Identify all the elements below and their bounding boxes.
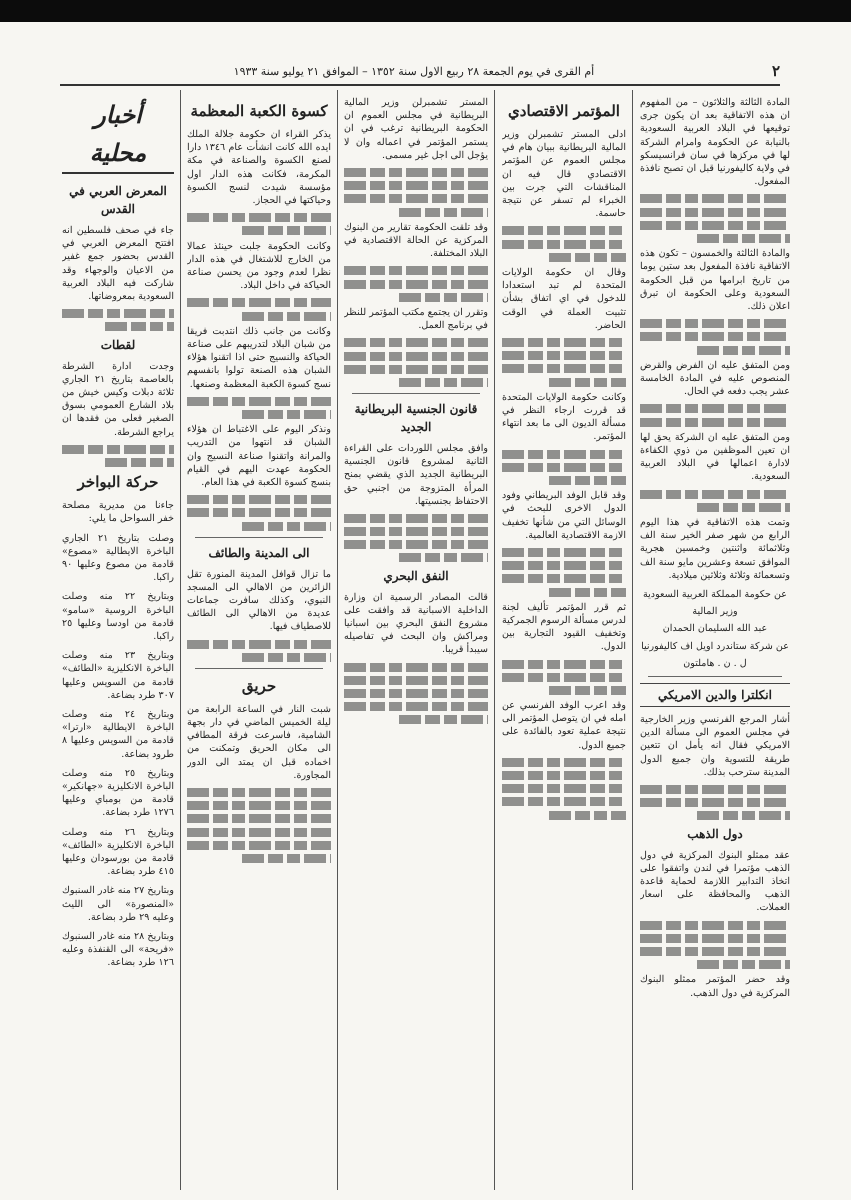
article-paragraph: وتمت هذه الاتفاقية في هذا اليوم الرابع من شهر صفر الخير سنة الف وثلاثمائة واثنتين وخمسين هجرية الموافق تسعة وعشرين مايو سنة الف وتسعمائة وثلاثة وثلاثين ميلادية.	[640, 516, 790, 581]
page-number: ٢	[771, 62, 780, 80]
article-heading: المؤتمر الاقتصادي	[508, 102, 620, 120]
column-local-news	[62, 96, 174, 1192]
article-heading: الى المدينة والطائف	[208, 545, 310, 560]
article-paragraph: وكانت الحكومة جلبت حينئذ عمالا من الخارج للاشتغال في هذه الدار نظرا لعدم وجود من يحسن صناعة الحياكة في داخل البلاد.	[187, 240, 331, 292]
article-heading: حريق	[241, 676, 277, 695]
ship-entry: وصلت بتاريخ ٢١ الجاري الباخرة الايطالية «مصوع» قادمة من مصوع وعليها ٩٠ راكبا.	[62, 532, 174, 584]
scanner-top-bar	[0, 0, 851, 22]
column-economic-conference	[502, 96, 626, 1192]
article-paragraph: ومن المتفق عليه ان الشركة يحق لها ان تعين الموظفين من ذوي الكفاءة لادارة اعمالها في البلاد العربية السعودية.	[640, 431, 790, 483]
ship-entry: وبتاريخ ٢٦ منه وصلت الباخرة الانكليزية «الطائف» قادمة من بورسودان وعليها ٤١٥ طرد بضاعة.	[62, 826, 174, 878]
article-paragraph: وقد اعرب الوفد الفرنسي عن امله في ان يتوصل المؤتمر الى نتيجة عملية تعود بالفائدة على جميع الدول.	[502, 700, 626, 751]
issue-dateline: أم القرى في يوم الجمعة ٢٨ ربيع الاول سنة ١٣٥٢ – الموافق ٢١ يوليو سنة ١٩٣٣	[233, 64, 595, 78]
column-rule	[180, 90, 181, 1190]
page-header	[60, 58, 780, 86]
ship-entry: وبتاريخ ٢٥ منه وصلت الباخرة الانكليزية «جهانكير» قادمة من بومباي وعليها ١٢٧٦ طرد بضاعة.	[62, 767, 174, 819]
article-paragraph: والمادة الثالثة والخمسون – تكون هذه الاتفاقية نافذة المفعول بعد ستين يوما من تاريخ ابرامها من قبل الحكومة السعودية وعلى الحكومة ان تبرق اعلان ذلك.	[640, 248, 790, 312]
article-paragraph: وكانت من جانب ذلك انتدبت فريقا من شبان البلاد لتدريبهم على صناعة الحياكة والنسيج حتى اذا اتقنوا هؤلاء الشبان هذه الصنعة تولوا بانفسهم نسج كسوة الكعبة المعظمة وصنعها.	[187, 325, 331, 390]
article-paragraph: وقد تلقت الحكومة تقارير من البنوك المركزية عن الحالة الاقتصادية في البلاد المختلفة.	[344, 221, 488, 260]
article-heading: النفق البحري	[383, 568, 449, 583]
column-kaaba	[187, 96, 331, 1192]
ship-entry: وبتاريخ ٢٢ منه وصلت الباخرة الروسية «سامو» قادمة من اودسا وعليها ٢٥ راكبا.	[62, 591, 174, 643]
article-heading: حركة البواخر	[77, 473, 159, 492]
article-paragraph: وقد قابل الوفد البريطاني وفود الدول الاخرى للبحث في الوسائل التي من شأنها تخفيف الازمة الاقتصادية العالمية.	[502, 490, 626, 541]
article-paragraph: وتقرر ان يجتمع مكتب المؤتمر للنظر في برنامج العمل.	[344, 306, 488, 332]
article-paragraph: وقال ان حكومة الولايات المتحدة لم تبد استعدادا للدخول في اي اتفاق بشأن تثبيت العملة في الوقت الحاضر.	[502, 266, 626, 331]
article-paragraph: ونذكر اليوم على الاغتباط ان هؤلاء الشبان قد انتهوا من التدريب والمرانة واتقنوا صناعة النسيج وان الحكومة عهدت اليهم في القيام بنسج كسوة الكعبة في هذا العام.	[187, 424, 331, 488]
article-paragraph: عقد ممثلو البنوك المركزية في دول الذهب مؤتمرا في لندن واتفقوا على اتخاذ التدابير اللازمة لحماية قاعدة الذهب والمحافظة على اسعار العملات.	[640, 849, 790, 914]
ship-entry: وبتاريخ ٢٨ منه غادر السنبوك «فريحة» الى القنفذة وعليه ١٢٦ طرد بضاعة.	[62, 931, 174, 969]
column-agreement	[640, 96, 790, 1192]
ship-entry: وبتاريخ ٢٧ منه غادر السنبوك «المنصورة» الى الليث وعليه ٢٩ طرد بضاعة.	[62, 885, 174, 923]
ship-entry: وبتاريخ ٢٤ منه وصلت الباخرة الايطالية «ارترا» قادمة من السويس وعليها ٨ طرود بضاعة.	[62, 709, 174, 760]
article-heading: قانون الجنسية البريطانية الجديد	[354, 401, 478, 434]
article-paragraph: وقد حضر المؤتمر ممثلو البنوك المركزية في دول الذهب.	[640, 974, 790, 999]
column-rule	[632, 90, 633, 1190]
signature-government: عن حكومة المملكة العربية السعودية	[642, 588, 788, 600]
article-paragraph: ثم قرر المؤتمر تأليف لجنة لدرس مسألة الرسوم الجمركية وتخفيف القيود التجارية بين الدول.	[502, 601, 626, 653]
column-conference-continued	[344, 96, 488, 1192]
article-paragraph: ادلى المستر تشمبرلن وزير المالية البريطانية ببيان هام في مجلس العموم عن المؤتمر الاقتصادي قال فيه ان المناقشات التي جرت بين الخبراء لم تسفر عن نتيجة حاسمة.	[502, 129, 626, 220]
signature-name: ل . ن . هاملتون	[683, 657, 747, 669]
article-paragraph: وكانت حكومة الولايات المتحدة قد قررت ارجاء النظر في مسألة الديون الى ما بعد انتهاء المؤتمر.	[502, 391, 626, 443]
article-heading: انكلترا والدين الامريكي	[640, 683, 790, 707]
article-paragraph: المادة الثالثة والثلاثون – من المفهوم ان هذه الاتفاقية بعد ان يكون جرى توقيعها في البلاد العربية السعودية بالنيابة عن الحكومة وامرام الشركة لها في مركزها في سان فرانسيسكو في ولاية كاليفورنيا قبل ان تصبح نافذة المفعول.	[640, 97, 790, 188]
article-heading: كسوة الكعبة المعظمة	[190, 102, 328, 120]
signature-name: عبد الله السليمان الحمدان	[662, 623, 768, 635]
article-paragraph: وجدت ادارة الشرطة بالعاصمة بتاريخ ٢١ الجاري ثلاثة دبلات وكيس خيش من بلاد الشارع العمومي بسوق الصغير فعلى من فقدها ان يراجع الشرطة.	[62, 360, 174, 438]
ship-entry: وبتاريخ ٢٣ منه وصلت الباخرة الانكليزية «الطائف» قادمة من السويس وعليها ٣٠٧ طرد بضاعة.	[62, 650, 174, 701]
article-paragraph: جاءنا من مديرية مصلحة خفر السواحل ما يلي:	[62, 500, 174, 525]
article-heading: دول الذهب	[687, 826, 743, 841]
article-paragraph: جاء في صحف فلسطين انه افتتح المعرض العربي في القدس بحضور جمع غفير من الاعيان والوجهاء وقد شاركت فيه البلاد العربية السعودية بمعروضاتها.	[62, 225, 174, 303]
article-heading: لقطات	[100, 337, 136, 352]
article-paragraph: أشار المرجع الفرنسي وزير الخارجية في مجلس العموم الى مسألة الدين الامريكي فقال انه يأمل ان تتعين طريقة للتسوية وان جميع الدول المدينة سترحب بذلك.	[640, 713, 790, 778]
article-paragraph: قالت المصادر الرسمية ان وزارة الداخلية الاسبانية قد وافقت على مشروع النفق البحري بين اسبانيا ومراكش وان البحث في تفاصيله سيبدأ قريبا.	[344, 591, 488, 656]
article-paragraph: وافق مجلس اللوردات على القراءة الثانية لمشروع قانون الجنسية البريطانية الجديد الذي يقضي بمنح المرأة المتزوجة من اجنبي حق الاحتفاظ بجنسيتها.	[344, 442, 488, 507]
article-heading: المعرض العربي في القدس	[69, 184, 167, 216]
signature-title: وزير المالية	[692, 606, 738, 618]
article-paragraph: المستر تشمبرلن وزير المالية البريطانية في مجلس العموم ان الحكومة البريطانية ترغب في ان يستمر المؤتمر في اعماله وان لا يؤجل الى اجل غير مسمى.	[344, 97, 488, 161]
article-paragraph: ما تزال قوافل المدينة المنورة تقل الزائرين من الاهالي الى المسجد النبوي، وكذلك سافرت جماعات عديدة من الاهالي الى الطائف للاصطياف فيها.	[187, 568, 331, 633]
signature-company: عن شركة ستاندرد اويل اف كاليفورنيا	[641, 640, 789, 652]
section-masthead: أخبار محلية	[62, 96, 174, 174]
column-rule	[337, 90, 338, 1190]
article-paragraph: يذكر القراء ان حكومة جلالة الملك ايده الله كانت انشأت عام ١٣٤٦ دارا لصنع الكسوة والصناعة في مكة المكرمة، فكانت هذه الدار اول مؤسسة شيدت لنسج الكسوة وحياكتها في الحجاز.	[187, 129, 331, 207]
article-paragraph: ومن المتفق عليه ان الفرض والقرض المنصوص عليه في المادة الخامسة عشر يجب دفعه في الحال.	[640, 359, 790, 398]
article-paragraph: شبت النار في الساعة الرابعة من ليلة الخميس الماضي في دار بجهة الشامية، فاسرعت فرقة المطافي الى مكان الحريق وتمكنت من اخماده قبل ان يمتد الى الدور المجاورة.	[187, 703, 331, 781]
column-rule	[494, 90, 495, 1190]
